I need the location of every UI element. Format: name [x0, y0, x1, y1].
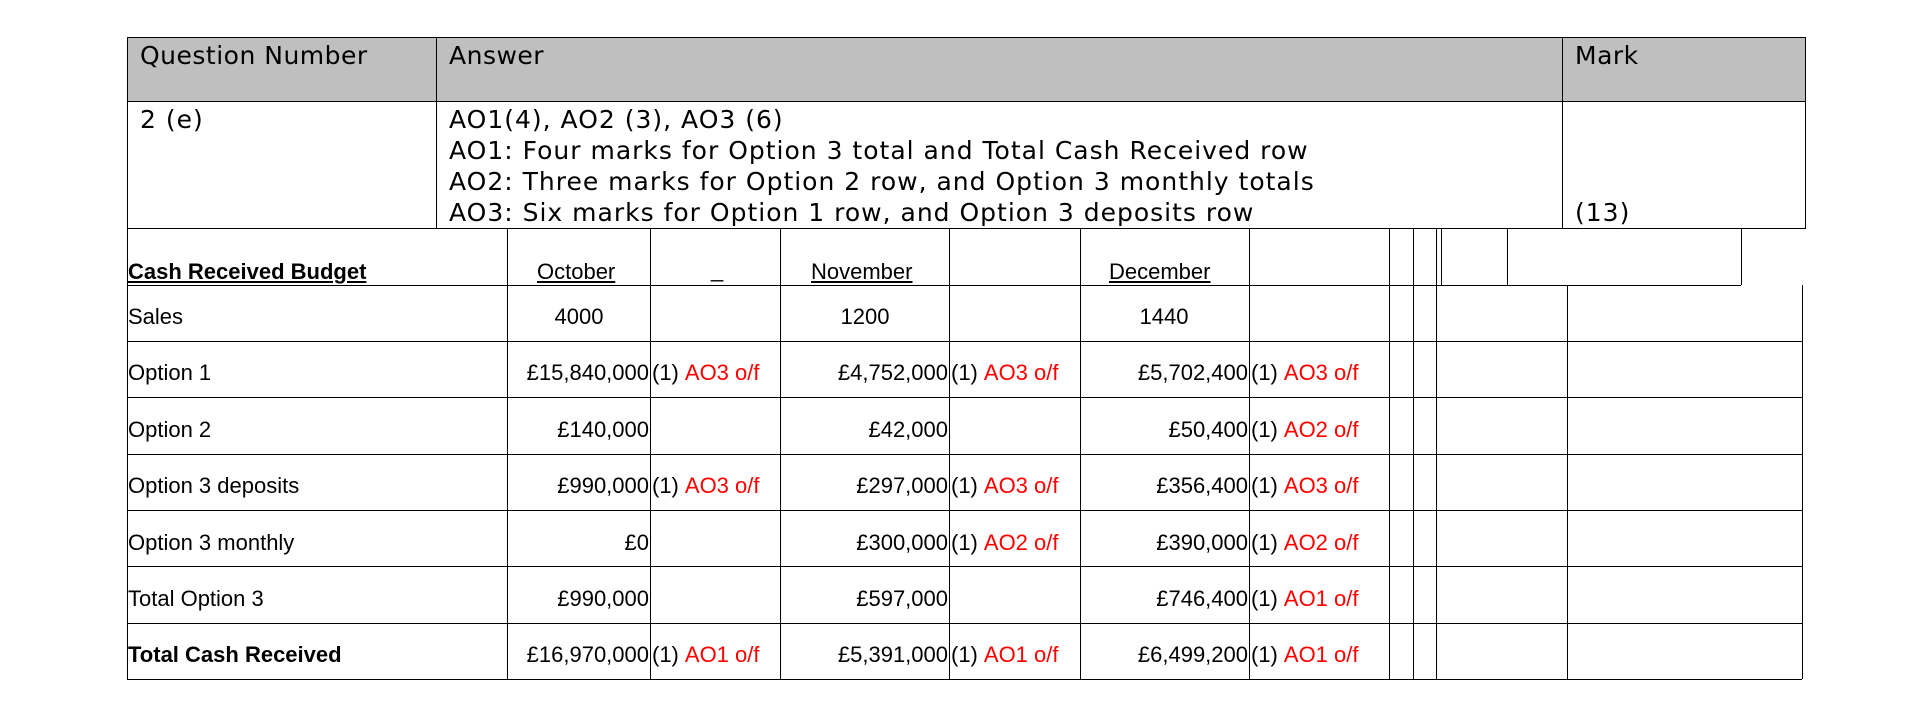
month-october: October — [537, 259, 616, 284]
cell-value: £746,400 — [1156, 586, 1248, 611]
cell-value: £140,000 — [557, 417, 649, 442]
grid-vline — [780, 229, 781, 679]
cell-value: £50,400 — [1168, 417, 1248, 442]
cell-value: £4,752,000 — [837, 360, 948, 385]
month-december: December — [1109, 259, 1211, 284]
mark-count: (1) — [1251, 417, 1278, 442]
mark-count: (1) — [951, 530, 978, 555]
grid-vline — [1080, 229, 1081, 679]
header-mark-text: Mark — [1575, 41, 1639, 70]
mark-award — [951, 474, 1058, 498]
mark-award — [951, 643, 1058, 667]
cell-value: £990,000 — [557, 586, 649, 611]
header-answer-text: Answer — [449, 41, 545, 70]
mark-cell — [1562, 101, 1806, 229]
cell-value: 4000 — [554, 304, 604, 329]
assessment-objective: AO3 o/f — [983, 360, 1059, 385]
mark-count: (1) — [1251, 642, 1278, 667]
mark-count: (1) — [1251, 473, 1278, 498]
row-label: Option 3 monthly — [128, 530, 295, 555]
assessment-objective: AO1 o/f — [684, 642, 760, 667]
row-label: Total Cash Received — [128, 642, 342, 667]
mark-award — [1251, 643, 1358, 667]
row-label: Total Option 3 — [128, 586, 264, 611]
cell-value: £5,702,400 — [1137, 360, 1248, 385]
grid-vline — [1802, 285, 1803, 679]
answer-cell — [436, 101, 1563, 229]
question-number: 2 (e) — [140, 105, 204, 134]
grid-hline — [127, 510, 1802, 511]
answer-line: AO2: Three marks for Option 2 row, and Option 3 monthly totals — [449, 167, 1315, 196]
grid-vline — [507, 229, 508, 679]
cell-value: £0 — [624, 530, 649, 555]
mark-award — [951, 531, 1058, 555]
assessment-objective: AO1 o/f — [1283, 642, 1359, 667]
grid-hline — [127, 454, 1802, 455]
assessment-objective: AO1 o/f — [1283, 586, 1359, 611]
mark-award — [1251, 418, 1358, 442]
grid-vline — [1741, 229, 1742, 285]
grid-hline — [127, 623, 1802, 624]
cell-value: 1200 — [840, 304, 890, 329]
answer-line: AO1: Four marks for Option 3 total and Total Cash Received row — [449, 136, 1309, 165]
assessment-objective: AO1 o/f — [983, 642, 1059, 667]
grid-vline — [1436, 229, 1437, 679]
mark-count: (1) — [652, 473, 679, 498]
cell-value: £390,000 — [1156, 530, 1248, 555]
cell-value: £597,000 — [856, 586, 948, 611]
total-mark: (13) — [1575, 198, 1631, 227]
grid-vline — [1567, 285, 1568, 679]
mark-count: (1) — [1251, 586, 1278, 611]
budget-title: Cash Received Budget — [128, 259, 367, 284]
cell-value: £5,391,000 — [837, 642, 948, 667]
answer-line: AO1(4), AO2 (3), AO3 (6) — [449, 105, 784, 134]
header-answer — [436, 37, 1563, 102]
month-november: November — [811, 259, 913, 284]
grid-vline — [127, 229, 128, 679]
row-label: Option 3 deposits — [128, 473, 300, 498]
cell-value: £300,000 — [856, 530, 948, 555]
mark-award — [1251, 587, 1358, 611]
grid-vline — [1249, 229, 1250, 679]
assessment-objective: AO3 o/f — [684, 360, 760, 385]
mark-count: (1) — [652, 642, 679, 667]
assessment-objective: AO2 o/f — [983, 530, 1059, 555]
cell-value: £15,840,000 — [526, 360, 649, 385]
cell-value: £356,400 — [1156, 473, 1248, 498]
cell-value: £297,000 — [856, 473, 948, 498]
grid-vline — [1441, 229, 1442, 285]
grid-vline — [1413, 229, 1414, 679]
mark-count: (1) — [951, 360, 978, 385]
assessment-objective: AO3 o/f — [1283, 473, 1359, 498]
assessment-objective: AO3 o/f — [1283, 360, 1359, 385]
grid-hline — [127, 679, 1802, 680]
row-label: Option 1 — [128, 360, 212, 385]
mark-count: (1) — [951, 642, 978, 667]
grid-hline — [127, 397, 1802, 398]
cell-value: £16,970,000 — [526, 642, 649, 667]
answer-line: AO3: Six marks for Option 1 row, and Option 3 deposits row — [449, 198, 1255, 227]
cell-value: £990,000 — [557, 473, 649, 498]
mark-count: (1) — [652, 360, 679, 385]
assessment-objective: AO3 o/f — [684, 473, 760, 498]
mark-award — [1251, 474, 1358, 498]
cell-value: £42,000 — [868, 417, 948, 442]
assessment-objective: AO2 o/f — [1283, 530, 1359, 555]
cell-value: £6,499,200 — [1137, 642, 1248, 667]
mark-award — [652, 474, 759, 498]
header-question-number-text: Question Number — [140, 41, 368, 70]
grid-hline — [127, 566, 1802, 567]
header-dash: _ — [711, 257, 724, 282]
cell-value: 1440 — [1139, 304, 1189, 329]
mark-award — [652, 361, 759, 385]
mark-count: (1) — [951, 473, 978, 498]
grid-hline — [127, 341, 1802, 342]
header-question-number — [127, 37, 437, 102]
grid-vline — [949, 229, 950, 679]
question-number-cell — [127, 101, 437, 229]
assessment-objective: AO3 o/f — [983, 473, 1059, 498]
row-label: Option 2 — [128, 417, 212, 442]
mark-count: (1) — [1251, 360, 1278, 385]
mark-award — [652, 643, 759, 667]
grid-vline — [650, 229, 651, 679]
header-mark — [1562, 37, 1806, 102]
row-label: Sales — [128, 304, 184, 329]
mark-award — [1251, 531, 1358, 555]
mark-count: (1) — [1251, 530, 1278, 555]
grid-hline — [127, 285, 1741, 286]
mark-award — [1251, 361, 1358, 385]
grid-vline — [1507, 229, 1508, 285]
assessment-objective: AO2 o/f — [1283, 417, 1359, 442]
grid-vline — [1389, 229, 1390, 679]
mark-award — [951, 361, 1058, 385]
